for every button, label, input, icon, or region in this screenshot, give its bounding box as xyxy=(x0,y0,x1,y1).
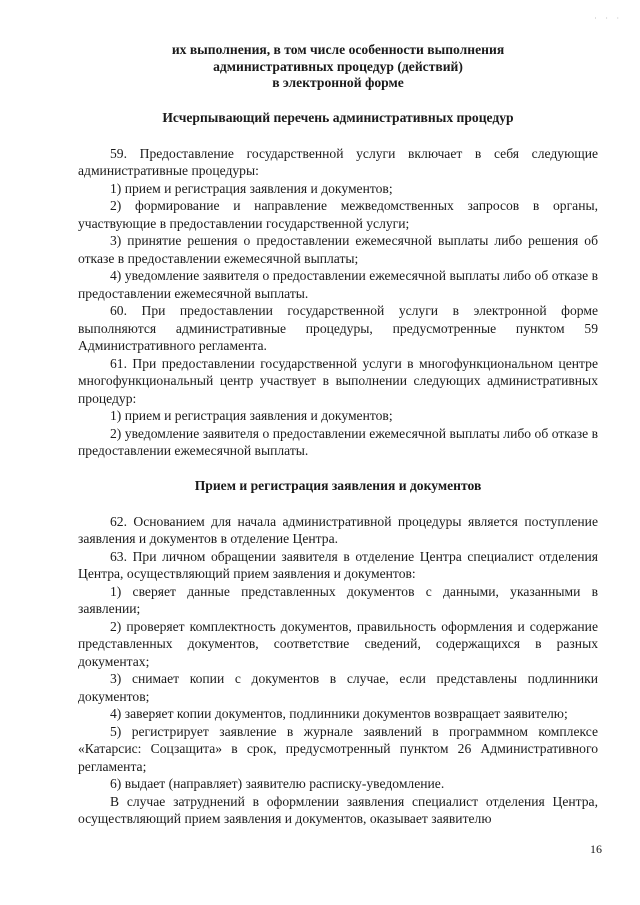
list-item: 2) уведомление заявителя о предоставлении ежемесячной выплаты либо об отказе в предоставлении ежемесячной выплаты. xyxy=(78,425,598,458)
list-item: 1) сверяет данные представленных документов с данными, указанными в заявлении; xyxy=(78,583,598,616)
header-line-3: в электронной форме xyxy=(272,75,404,90)
list-item: 2) формирование и направление межведомственных запросов в органы, участвующие в предоставлении государственной услуги; xyxy=(78,198,598,231)
list-item: 5) регистрирует заявление в журнале заявлений в программном комплексе «Катарсис: Соцзащита» в срок, предусмотренный пунктом 26 Административного регламента; xyxy=(78,723,598,774)
section-title-procedures: Исчерпывающий перечень административных процедур xyxy=(162,109,514,125)
paragraph-62: 62. Основанием для начала административной процедуры является поступление заявления и документов в отделение Центра. xyxy=(78,513,598,546)
page-number: 16 xyxy=(590,842,602,856)
page-content xyxy=(78,42,598,828)
list-item: 1) прием и регистрация заявления и документов; xyxy=(110,180,393,196)
paragraph-60: 60. При предоставлении государственной услуги в электронной форме выполняются административные процедуры, предусмотренные пунктом 59 Административного регламента. xyxy=(78,303,598,353)
list-item: 4) уведомление заявителя о предоставлении ежемесячной выплаты либо об отказе в предоставлении ежемесячной выплаты. xyxy=(78,268,598,301)
paragraph-61: 61. При предоставлении государственной услуги в многофункциональном центре многофункциональный центр участвует в выполнении следующих административных процедур: xyxy=(78,355,598,406)
list-item: 3) снимает копии с документов в случае, если представлены подлинники документов; xyxy=(78,671,598,704)
scan-artifact: · · · xyxy=(594,14,622,23)
section-title-reception: Прием и регистрация заявления и документов xyxy=(194,477,482,493)
header-line-2: административных процедур (действий) xyxy=(213,58,463,74)
paragraph-difficulties: В случае затруднений в оформлении заявления специалист отделения Центра, осуществляющий прием заявления и документов, оказывает заявителю xyxy=(78,793,598,826)
list-item: 4) заверяет копии документов, подлинники документов возвращает заявителю; xyxy=(110,706,568,721)
list-item: 2) проверяет комплектность документов, правильность оформления и содержание представленных документов, соответствие сведений, содержащихся в разных документах; xyxy=(78,618,598,669)
list-item: 3) принятие решения о предоставлении ежемесячной выплаты либо решения об отказе в предоставлении ежемесячной выплаты; xyxy=(78,233,598,266)
list-item: 6) выдает (направляет) заявителю расписку-уведомление. xyxy=(110,776,445,791)
list-item: 1) прием и регистрация заявления и документов; xyxy=(110,408,393,423)
paragraph-63: 63. При личном обращении заявителя в отделение Центра специалист отделения Центра, осуществляющий прием заявления и документов: xyxy=(78,548,598,581)
paragraph-59: 59. Предоставление государственной услуги включает в себя следующие административные процедуры: xyxy=(78,145,598,178)
header-line-1: их выполнения, в том числе особенности выполнения xyxy=(171,42,505,57)
